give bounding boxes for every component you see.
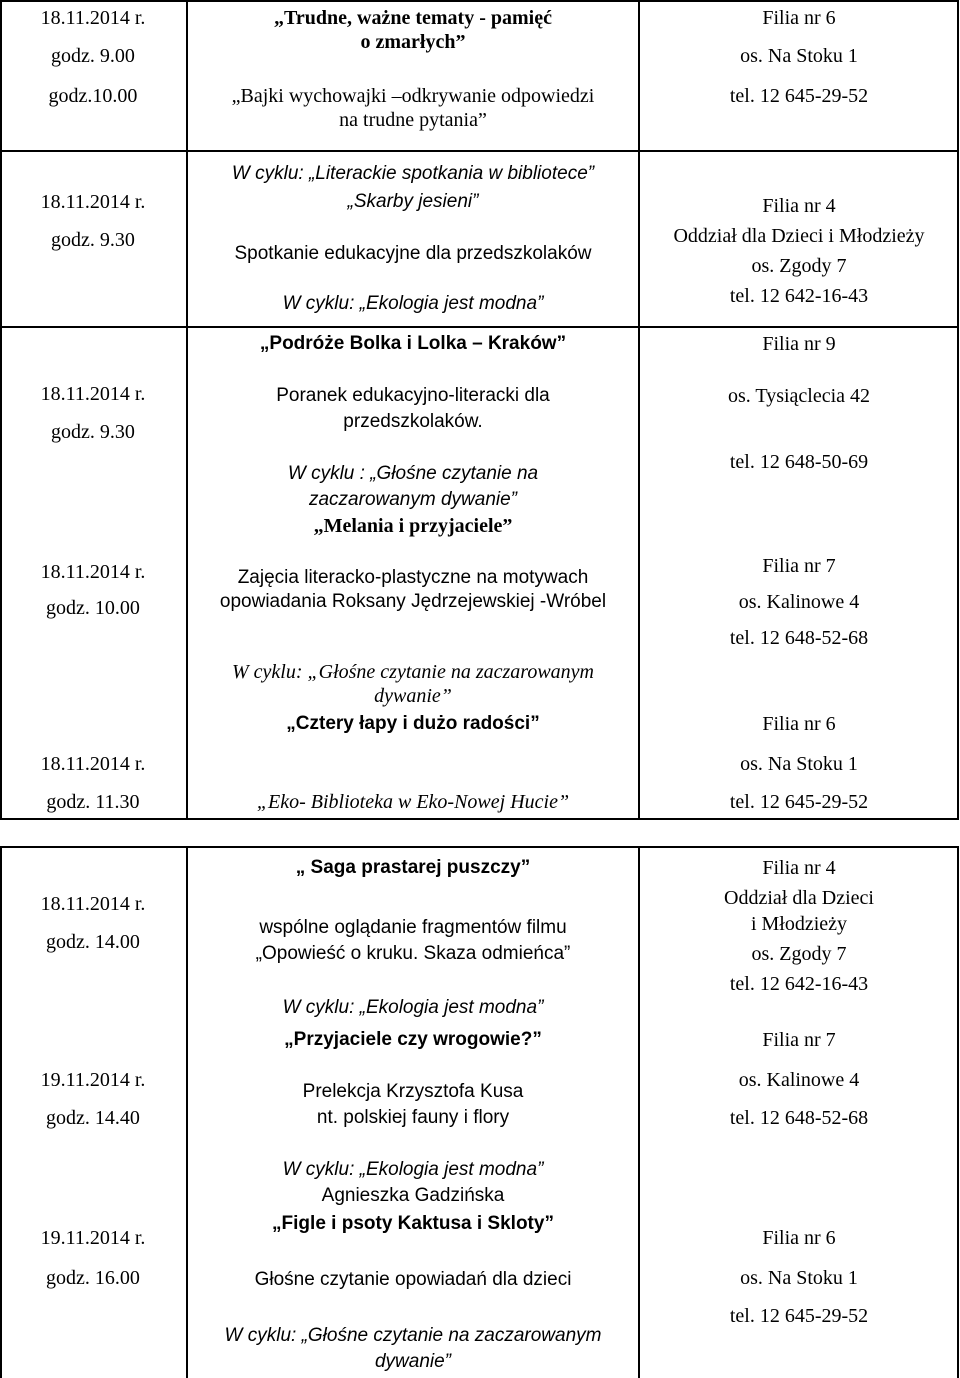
branch-department: Oddział dla Dzieci i Młodzieży <box>673 225 925 247</box>
event-time: godz. 14.00 <box>46 931 140 953</box>
event-author: Agnieszka Gadzińska <box>321 1185 505 1206</box>
event-date: 18.11.2014 r. <box>40 753 146 775</box>
event-series: dywanie” <box>374 1351 452 1372</box>
event-time: godz. 10.00 <box>46 597 140 619</box>
branch-name: Filia nr 6 <box>762 7 836 29</box>
event-date: 18.11.2014 r. <box>40 191 146 213</box>
event-title: „Cztery łapy i dużo radości” <box>286 713 540 734</box>
branch-phone: tel. 12 648-50-69 <box>729 451 869 473</box>
event-time: godz.10.00 <box>48 85 138 107</box>
event-title: „Trudne, ważne tematy - pamięć <box>274 7 552 29</box>
branch-phone: tel. 12 648-52-68 <box>729 627 869 649</box>
branch-address: os. Zgody 7 <box>751 943 847 965</box>
table1-col-divider-2 <box>638 0 640 820</box>
branch-name: Filia nr 6 <box>762 713 836 735</box>
event-description: przedszkolaków. <box>343 411 483 432</box>
table1-border-top <box>0 0 959 2</box>
event-title: „Melania i przyjaciele” <box>313 515 513 537</box>
branch-department: i Młodzieży <box>750 913 848 935</box>
event-title: o zmarłych” <box>360 31 466 53</box>
event-series: W cyklu : „Głośne czytanie na <box>287 463 539 484</box>
branch-phone: tel. 12 648-52-68 <box>729 1107 869 1129</box>
event-title: „Figle i psoty Kaktusa i Skloty” <box>272 1213 554 1234</box>
event-series: W cyklu: „Literackie spotkania w bibliotece” <box>231 163 595 184</box>
event-series: W cyklu: „Ekologia jest modna” <box>282 1159 544 1180</box>
branch-address: os. Kalinowe 4 <box>738 1069 860 1091</box>
table1-border-left <box>0 0 2 820</box>
event-description: Spotkanie edukacyjne dla przedszkolaków <box>234 243 592 264</box>
event-date: 19.11.2014 r. <box>40 1227 146 1249</box>
table2-border-top <box>0 846 959 848</box>
event-date: 18.11.2014 r. <box>40 893 146 915</box>
event-description: opowiadania Roksany Jędrzejewskiej -Wróbel <box>219 591 607 612</box>
table1-row-divider-1 <box>0 150 959 152</box>
event-series: W cyklu: „Ekologia jest modna” <box>282 997 544 1018</box>
event-time: godz. 9.30 <box>51 421 135 443</box>
event-series: W cyklu: „Ekologia jest modna” <box>282 293 544 314</box>
event-description: „Bajki wychowajki –odkrywanie odpowiedzi <box>231 85 595 107</box>
event-description: na trudne pytania” <box>339 109 487 131</box>
event-description: Zajęcia literacko-plastyczne na motywach <box>237 567 589 588</box>
table1-border-right <box>957 0 959 820</box>
branch-phone: tel. 12 642-16-43 <box>729 285 869 307</box>
branch-name: Filia nr 6 <box>762 1227 836 1249</box>
branch-address: os. Na Stoku 1 <box>740 753 858 775</box>
table1-border-bottom <box>0 818 959 820</box>
branch-phone: tel. 12 645-29-52 <box>729 791 869 813</box>
event-title: „Podróże Bolka i Lolka – Kraków” <box>259 333 567 354</box>
event-title: „Przyjaciele czy wrogowie?” <box>284 1029 542 1050</box>
branch-name: Filia nr 4 <box>762 195 836 217</box>
branch-name: Filia nr 9 <box>762 333 836 355</box>
event-time: godz. 11.30 <box>46 791 140 813</box>
event-description: Głośne czytanie opowiadań dla dzieci <box>254 1269 572 1290</box>
event-description: „Eko- Biblioteka w Eko-Nowej Hucie” <box>256 791 570 813</box>
event-description: wspólne oglądanie fragmentów filmu <box>259 917 567 938</box>
event-time: godz. 16.00 <box>46 1267 140 1289</box>
event-description: Prelekcja Krzysztofa Kusa <box>302 1081 524 1102</box>
event-date: 19.11.2014 r. <box>40 1069 146 1091</box>
table1-row-divider-2 <box>0 326 959 328</box>
branch-name: Filia nr 7 <box>762 555 836 577</box>
branch-phone: tel. 12 642-16-43 <box>729 973 869 995</box>
event-date: 18.11.2014 r. <box>40 383 146 405</box>
event-time: godz. 14.40 <box>46 1107 140 1129</box>
branch-name: Filia nr 4 <box>762 857 836 879</box>
branch-address: os. Kalinowe 4 <box>738 591 860 613</box>
event-time: godz. 9.30 <box>51 229 135 251</box>
event-title: „ Saga prastarej puszczy” <box>295 857 531 878</box>
branch-address: os. Zgody 7 <box>751 255 847 277</box>
branch-department: Oddział dla Dzieci <box>724 887 874 909</box>
branch-phone: tel. 12 645-29-52 <box>729 1305 869 1327</box>
branch-address: os. Tysiąclecia 42 <box>727 385 871 407</box>
branch-name: Filia nr 7 <box>762 1029 836 1051</box>
event-description: Poranek edukacyjno-literacki dla <box>276 385 550 406</box>
branch-address: os. Na Stoku 1 <box>740 45 858 67</box>
event-description: nt. polskiej fauny i flory <box>316 1107 510 1128</box>
event-series: W cyklu: „Głośne czytanie na zaczarowanym <box>232 661 594 683</box>
event-date: 18.11.2014 r. <box>40 7 146 29</box>
event-title: „Skarby jesieni” <box>347 191 479 212</box>
event-description: „Opowieść o kruku. Skaza odmieńca” <box>255 943 571 964</box>
branch-address: os. Na Stoku 1 <box>740 1267 858 1289</box>
branch-phone: tel. 12 645-29-52 <box>729 85 869 107</box>
event-time: godz. 9.00 <box>51 45 135 67</box>
event-series: dywanie” <box>374 685 452 707</box>
event-series: zaczarowanym dywanie” <box>308 489 518 510</box>
event-date: 18.11.2014 r. <box>40 561 146 583</box>
event-series: W cyklu: „Głośne czytanie na zaczarowanym <box>224 1325 602 1346</box>
